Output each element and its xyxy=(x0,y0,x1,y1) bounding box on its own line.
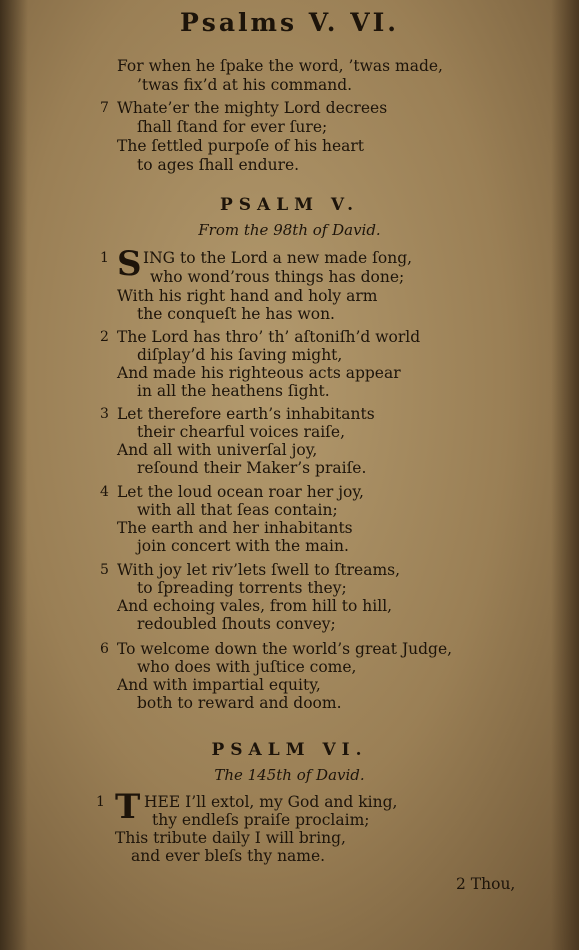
page-left-shadow xyxy=(0,0,28,950)
verse-line: who wond’rous things has done; xyxy=(150,268,405,286)
verse-line: to ages ſhall endure. xyxy=(137,156,300,174)
verse-number: 4 xyxy=(100,484,109,500)
verse-line: The earth and her inhabitants xyxy=(117,519,353,537)
verse-number: 5 xyxy=(100,562,109,578)
verse-line: And all with univerſal joy, xyxy=(117,441,318,459)
verse-line: HEE I’ll extol, my God and king, xyxy=(144,793,398,811)
drop-cap: T xyxy=(115,787,141,827)
catchword: 2 Thou, xyxy=(456,875,516,893)
verse-line: in all the heathens ſight. xyxy=(137,382,330,400)
verse-line: The ſettled purpoſe of his heart xyxy=(117,137,365,155)
psalm-subtitle: From the 98th of David. xyxy=(198,221,381,239)
verse-line: With joy let riv’lets ſwell to ſtreams, xyxy=(117,561,401,579)
psalm-subtitle: The 145th of David. xyxy=(214,766,365,784)
verse-line: And with impartial equity, xyxy=(117,676,321,694)
verse-line: their chearful voices raiſe, xyxy=(137,423,345,441)
running-head: Psalms V. VI. xyxy=(179,8,400,37)
verse-line: reſound their Maker’s praiſe. xyxy=(137,459,367,477)
verse-line: This tribute daily I will bring, xyxy=(115,829,346,847)
verse-line: the conqueſt he has won. xyxy=(137,305,335,323)
drop-cap: S xyxy=(117,244,142,284)
verse-line: ING to the Lord a new made ſong, xyxy=(143,249,413,267)
verse-line: For when he ſpake the word, ’twas made, xyxy=(117,57,443,75)
verse-line: With his right hand and holy arm xyxy=(117,287,378,305)
psalm-title: PSALM V. xyxy=(219,195,360,215)
verse-line: Whate’er the mighty Lord decrees xyxy=(117,99,388,117)
verse-number: 2 xyxy=(100,329,109,345)
verse-line: redoubled ſhouts convey; xyxy=(137,615,336,633)
verse-line: who does with juſtice come, xyxy=(137,658,357,676)
verse-number: 1 xyxy=(96,794,105,810)
verse-line: thy endleſs praiſe proclaim; xyxy=(152,811,370,829)
verse-line: diſplay’d his ſaving might, xyxy=(137,346,343,364)
verse-line: And echoing vales, from hill to hill, xyxy=(117,597,393,615)
verse-line: And made his righteous acts appear xyxy=(117,364,401,382)
verse-line: The Lord has thro’ th’ aſtoniſh’d world xyxy=(117,328,421,346)
verse-line: both to reward and doom. xyxy=(137,694,342,712)
verse-line: Let the loud ocean roar her joy, xyxy=(117,483,364,501)
verse-line: ſhall ſtand for ever ſure; xyxy=(137,118,328,136)
verse-line: with all that ſeas contain; xyxy=(137,501,338,519)
verse-line: join concert with the main. xyxy=(137,537,349,555)
verse-number: 3 xyxy=(100,406,109,422)
verse-line: To welcome down the world’s great Judge, xyxy=(117,640,453,658)
verse-line: to ſpreading torrents they; xyxy=(137,579,347,597)
verse-line: ’twas fix’d at his command. xyxy=(137,76,353,94)
verse-line: and ever bleſs thy name. xyxy=(131,847,326,865)
page-right-shadow xyxy=(551,0,579,950)
verse-number: 1 xyxy=(100,250,109,266)
verse-number: 7 xyxy=(100,100,109,116)
verse-line: Let therefore earth’s inhabitants xyxy=(117,405,375,423)
psalm-title: PSALM VI. xyxy=(211,740,368,760)
verse-number: 6 xyxy=(100,641,109,657)
